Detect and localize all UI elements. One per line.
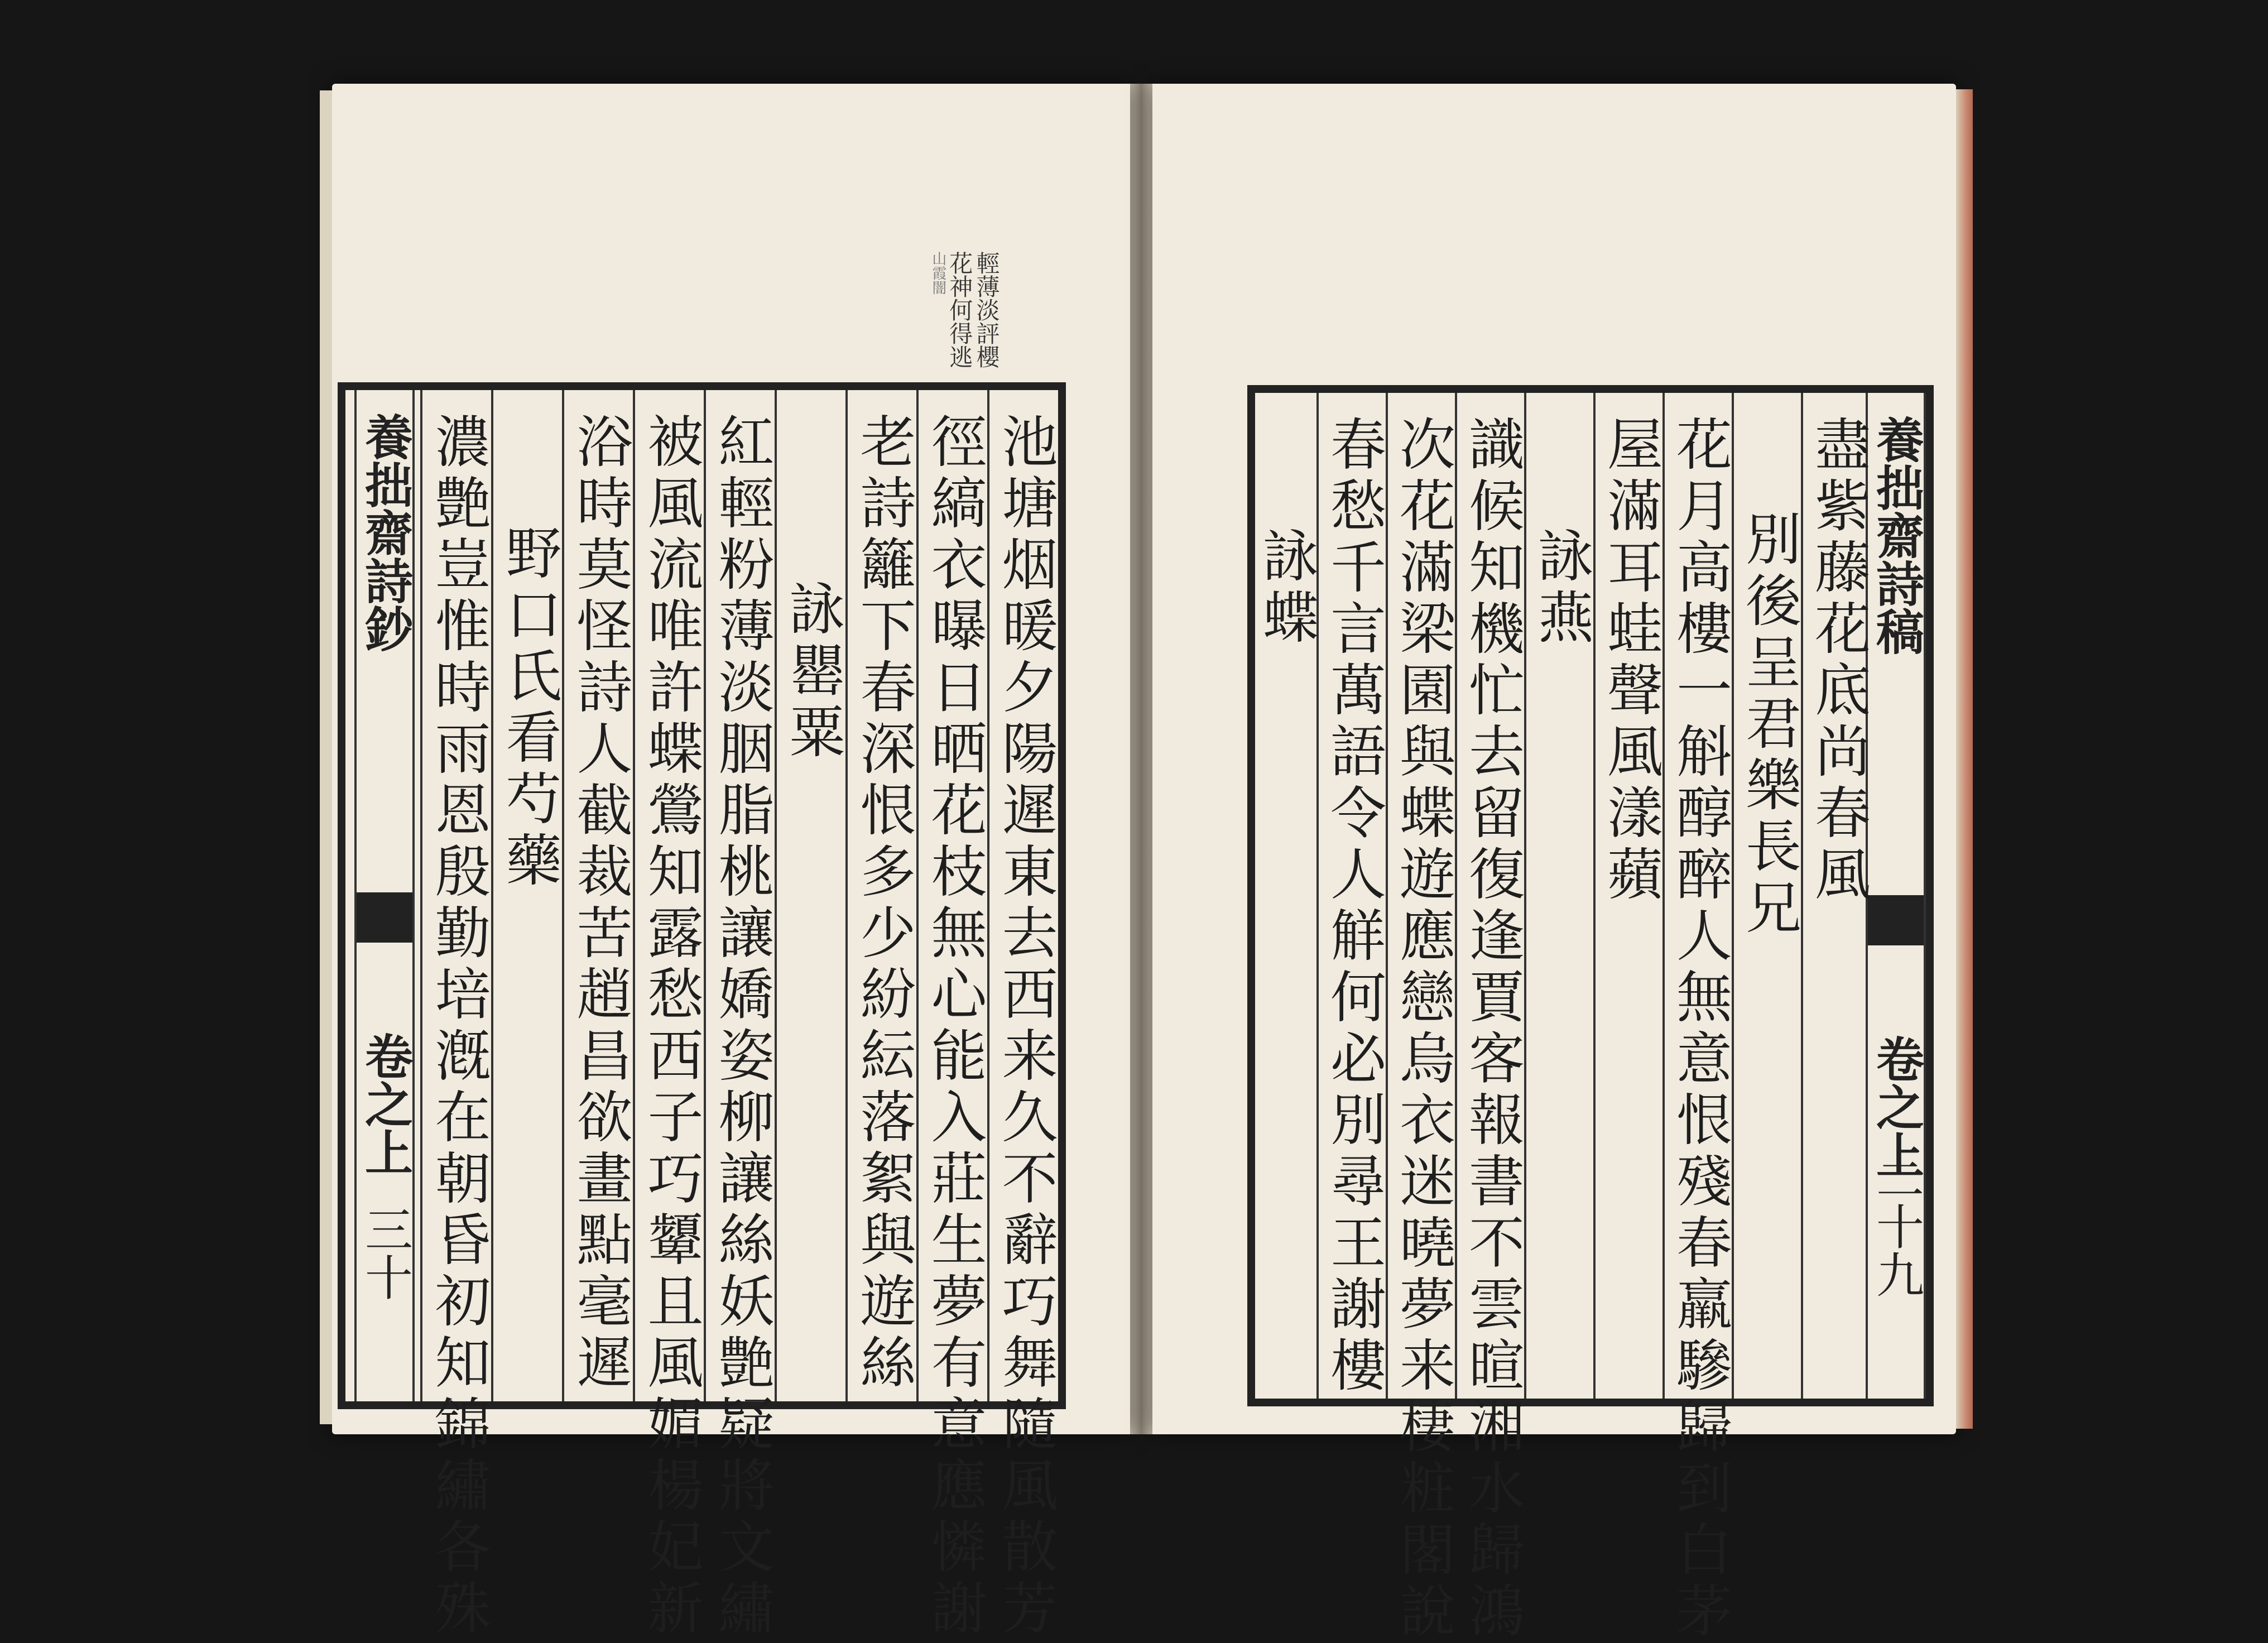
column-text: 春愁千言萬語令人觧何必別尋王謝樓 [1321,415,1386,1397]
poem-title: 詠燕 [1529,527,1594,650]
spine-strip [354,390,415,1401]
text-column [916,390,989,1640]
annotation-line-2: 花神何得逃 [946,251,974,368]
text-column [1593,393,1665,1399]
text-column [1316,393,1388,1399]
margin-annotation [929,251,1000,368]
poem-title-column [1732,393,1803,1399]
column-text: 浴時莫怪詩人截裁苦趙昌欲畫點毫遲 [567,412,633,1395]
poem-title-column [1524,393,1596,1399]
spine-page-number: 二十九 [1868,1154,1924,1298]
spine-title: 養拙齋詩鈔 [357,412,413,652]
poem-title-column [1253,393,1319,1399]
column-text: 紅輕粉薄淡胭脂桃讓嬌姿柳讓絲妖艶疑將文繡 [709,412,775,1640]
spine-strip [1866,393,1926,1399]
spine-fishtail [1868,895,1924,945]
column-text: 濃艶豈惟時雨恩殷勤培漑在朝昏初知錦繡各殊 [425,412,491,1640]
spine-page-number: 三十 [357,1205,412,1301]
column-text: 盡紫藤花底尚春風 [1805,415,1871,906]
text-column [704,390,777,1640]
left-page [332,84,1130,1640]
annotation-small-note: 山霞闇 [929,251,946,295]
text-column [845,390,919,1401]
column-text: 徑縞衣曝日晒花枝無心能入莊生夢有意應憐謝 [921,412,987,1640]
spine-title: 養拙齋詩稿 [1868,415,1924,655]
spine-volume: 卷之上 [357,1032,413,1176]
poem-title: 別後呈君樂長兄 [1736,510,1801,940]
text-column [420,390,493,1640]
page-edge-left [320,90,332,1424]
spine-volume: 卷之上 [1868,1035,1924,1179]
poem-title: 詠罌粟 [780,580,845,764]
page-edge-right [1956,89,1973,1429]
column-text: 花月高樓一斛醇醉人無意恨殘春羸驂歸到白茅 [1667,415,1732,1643]
column-text: 老詩籬下春深恨多少紛紜落絮與遊絲 [850,412,916,1395]
text-frame-left [338,382,1066,1640]
book-gutter [1130,84,1152,1434]
column-text: 池塘烟暖夕陽遲東去西来久不辭巧舞隨風散芳 [992,412,1058,1640]
poem-title: 詠蝶 [1253,527,1319,650]
text-column [1386,393,1457,1643]
poem-title-column [491,390,564,1401]
poem-title-column [775,390,848,1401]
column-text: 次花滿梁園與蝶遊應戀烏衣迷曉夢来棲粧閣說 [1390,415,1455,1643]
annotation-line-1: 輕薄淡評櫻 [973,251,1001,368]
text-frame-right [1247,385,1934,1643]
right-page [1152,84,1956,1643]
text-column [1801,393,1872,1399]
spine-fishtail [357,892,412,943]
column-text: 識候知機忙去留復逢賈客報書不雲暄湘水歸鴻 [1459,415,1525,1643]
column-text: 屋滿耳蛙聲風漾蘋 [1598,415,1663,906]
column-text: 被風流唯許蝶鶯知露愁西子巧顰且風媚楊妃新 [638,412,704,1640]
text-column [1455,393,1526,1643]
poem-title: 野口氏看芍藥 [496,524,562,892]
text-column [633,390,706,1640]
text-column [1662,393,1734,1643]
text-column [987,390,1060,1640]
text-column [562,390,635,1401]
